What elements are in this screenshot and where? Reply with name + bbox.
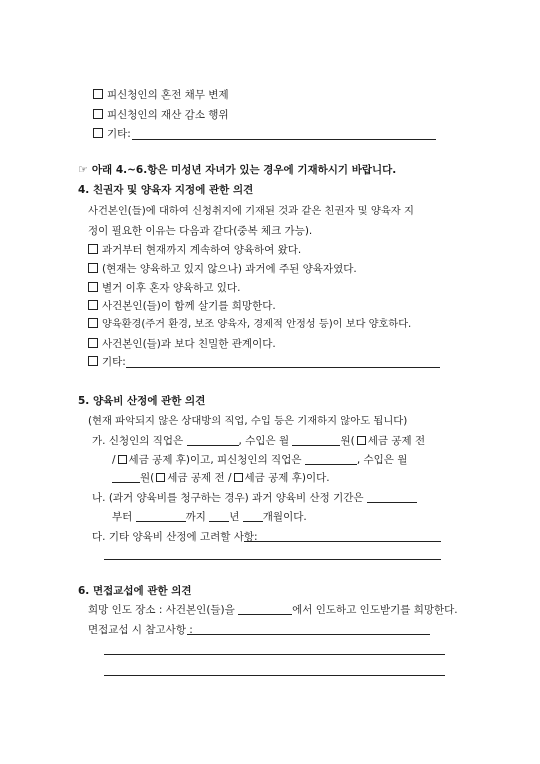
won-label: 원( (340, 435, 355, 447)
checkbox[interactable] (93, 128, 103, 138)
other-considerations-blank[interactable] (244, 541, 441, 542)
childsupport-item-a (92, 434, 425, 448)
other-blank[interactable] (126, 367, 440, 368)
applicant-job-field[interactable] (187, 434, 239, 446)
option-label: 사건본인(들)과 보다 친밀한 관계이다. (102, 338, 276, 350)
handover-place-row (88, 603, 458, 617)
option-row-other[interactable] (93, 127, 131, 141)
applicant-income-field[interactable] (292, 434, 340, 446)
option-row[interactable] (88, 337, 276, 351)
other-blank[interactable] (132, 139, 436, 140)
option-row[interactable] (88, 281, 240, 295)
until-label: 까지 (185, 511, 206, 523)
posttax-label: 세금 공제 후)이다. (244, 472, 330, 484)
childsupport-item-b (92, 491, 417, 505)
posttax-checkbox[interactable] (234, 473, 243, 482)
years-field[interactable] (209, 510, 229, 522)
year-label: 년 (229, 511, 240, 523)
option-row[interactable] (88, 243, 301, 257)
checkbox[interactable] (88, 282, 98, 292)
childsupport-item-a-cont2 (112, 471, 330, 485)
item-b-text: 나. (과거 양육비를 청구하는 경우) 과거 양육비 산정 기간은 (92, 492, 364, 504)
childsupport-item-c: 다. 기타 양육비 산정에 고려할 사항: (92, 531, 258, 543)
handover-prefix: 희망 인도 장소 : 사건본인(들)을 (88, 604, 235, 616)
posttax-checkbox[interactable] (118, 455, 127, 464)
pretax-checkbox[interactable] (156, 473, 165, 482)
item-a-text: 가. 신청인의 직업은 (92, 435, 184, 447)
childsupport-item-a-cont (112, 453, 407, 467)
section-4-title: 4. 친권자 및 양육자 지정에 관한 의견 (78, 184, 254, 196)
section-5-subtitle: (현재 파악되지 않은 상대방의 직업, 수입 등은 기재하지 않아도 됩니다) (88, 415, 408, 427)
respondent-income-field[interactable] (112, 471, 140, 483)
respondent-income-label: , 수입은 월 (356, 454, 408, 466)
option-row[interactable] (93, 88, 229, 102)
option-label: (현재는 양육하고 있지 않으나) 과거에 주된 양육자였다. (102, 263, 357, 275)
checkbox[interactable] (88, 318, 98, 328)
visitation-notes-blank[interactable] (187, 634, 430, 635)
section-4-intro-cont: 정이 필요한 이유는 다음과 같다(중복 체크 가능). (88, 225, 313, 237)
section-5-title: 5. 양육비 산정에 관한 의견 (78, 395, 206, 407)
option-row[interactable] (88, 299, 276, 313)
option-label: 피신청인의 재산 감소 행위 (107, 109, 229, 121)
other-considerations-blank-2[interactable] (104, 559, 441, 560)
handover-suffix: 에서 인도하고 인도받기를 희망한다. (292, 604, 458, 616)
respondent-job-field[interactable] (305, 453, 357, 465)
option-row[interactable] (88, 262, 357, 276)
checkbox[interactable] (88, 263, 98, 273)
option-label: 양육환경(주거 환경, 보조 양육자, 경제적 안정성 등)이 보다 양호하다. (102, 319, 412, 330)
visitation-notes-blank-2[interactable] (104, 654, 445, 655)
month-label: 개월이다. (262, 511, 307, 523)
from-label: 부터 (112, 511, 133, 523)
section-6-title: 6. 면접교섭에 관한 의견 (78, 585, 192, 597)
period-end-field[interactable] (136, 510, 186, 522)
slash: / (112, 454, 116, 466)
checkbox[interactable] (93, 89, 103, 99)
visitation-notes-blank-3[interactable] (104, 675, 445, 676)
pretax-label: 세금 공제 전 / (167, 472, 232, 484)
months-field[interactable] (243, 510, 263, 522)
pretax-checkbox[interactable] (357, 436, 366, 445)
option-label: 기타: (102, 356, 126, 368)
option-label: 피신청인의 혼전 채무 변제 (107, 89, 229, 101)
option-row-other[interactable] (88, 355, 126, 369)
note-text: 아래 4.~6.항은 미성년 자녀가 있는 경우에 기재하시기 바랍니다. (91, 164, 397, 176)
pointing-hand-icon: ☞ (78, 163, 88, 176)
option-row[interactable] (88, 318, 411, 332)
checkbox[interactable] (93, 109, 103, 119)
option-row[interactable] (93, 108, 229, 122)
option-label: 기타: (107, 128, 131, 140)
visitation-notes-label: 면접교섭 시 참고사항 : (88, 624, 193, 636)
option-label: 별거 이후 혼자 양육하고 있다. (102, 282, 241, 294)
instruction-note (78, 163, 396, 177)
checkbox[interactable] (88, 338, 98, 348)
childsupport-item-b-cont (112, 510, 307, 524)
item-a-income-label: , 수입은 월 (238, 435, 290, 447)
handover-place-field[interactable] (238, 603, 292, 615)
won-label: 원( (140, 472, 155, 484)
checkbox[interactable] (88, 356, 98, 366)
pretax-label: 세금 공제 전 (367, 435, 426, 447)
posttax-label: 세금 공제 후)이고, 피신청인의 직업은 (128, 454, 302, 466)
option-label: 과거부터 현재까지 계속하여 양육하여 왔다. (102, 244, 302, 256)
checkbox[interactable] (88, 244, 98, 254)
checkbox[interactable] (88, 300, 98, 310)
period-start-field[interactable] (367, 491, 417, 503)
option-label: 사건본인(들)이 함께 살기를 희망한다. (102, 300, 276, 312)
section-4-intro: 사건본인(들)에 대하여 신청취지에 기재된 것과 같은 친권자 및 양육자 지 (88, 205, 414, 217)
